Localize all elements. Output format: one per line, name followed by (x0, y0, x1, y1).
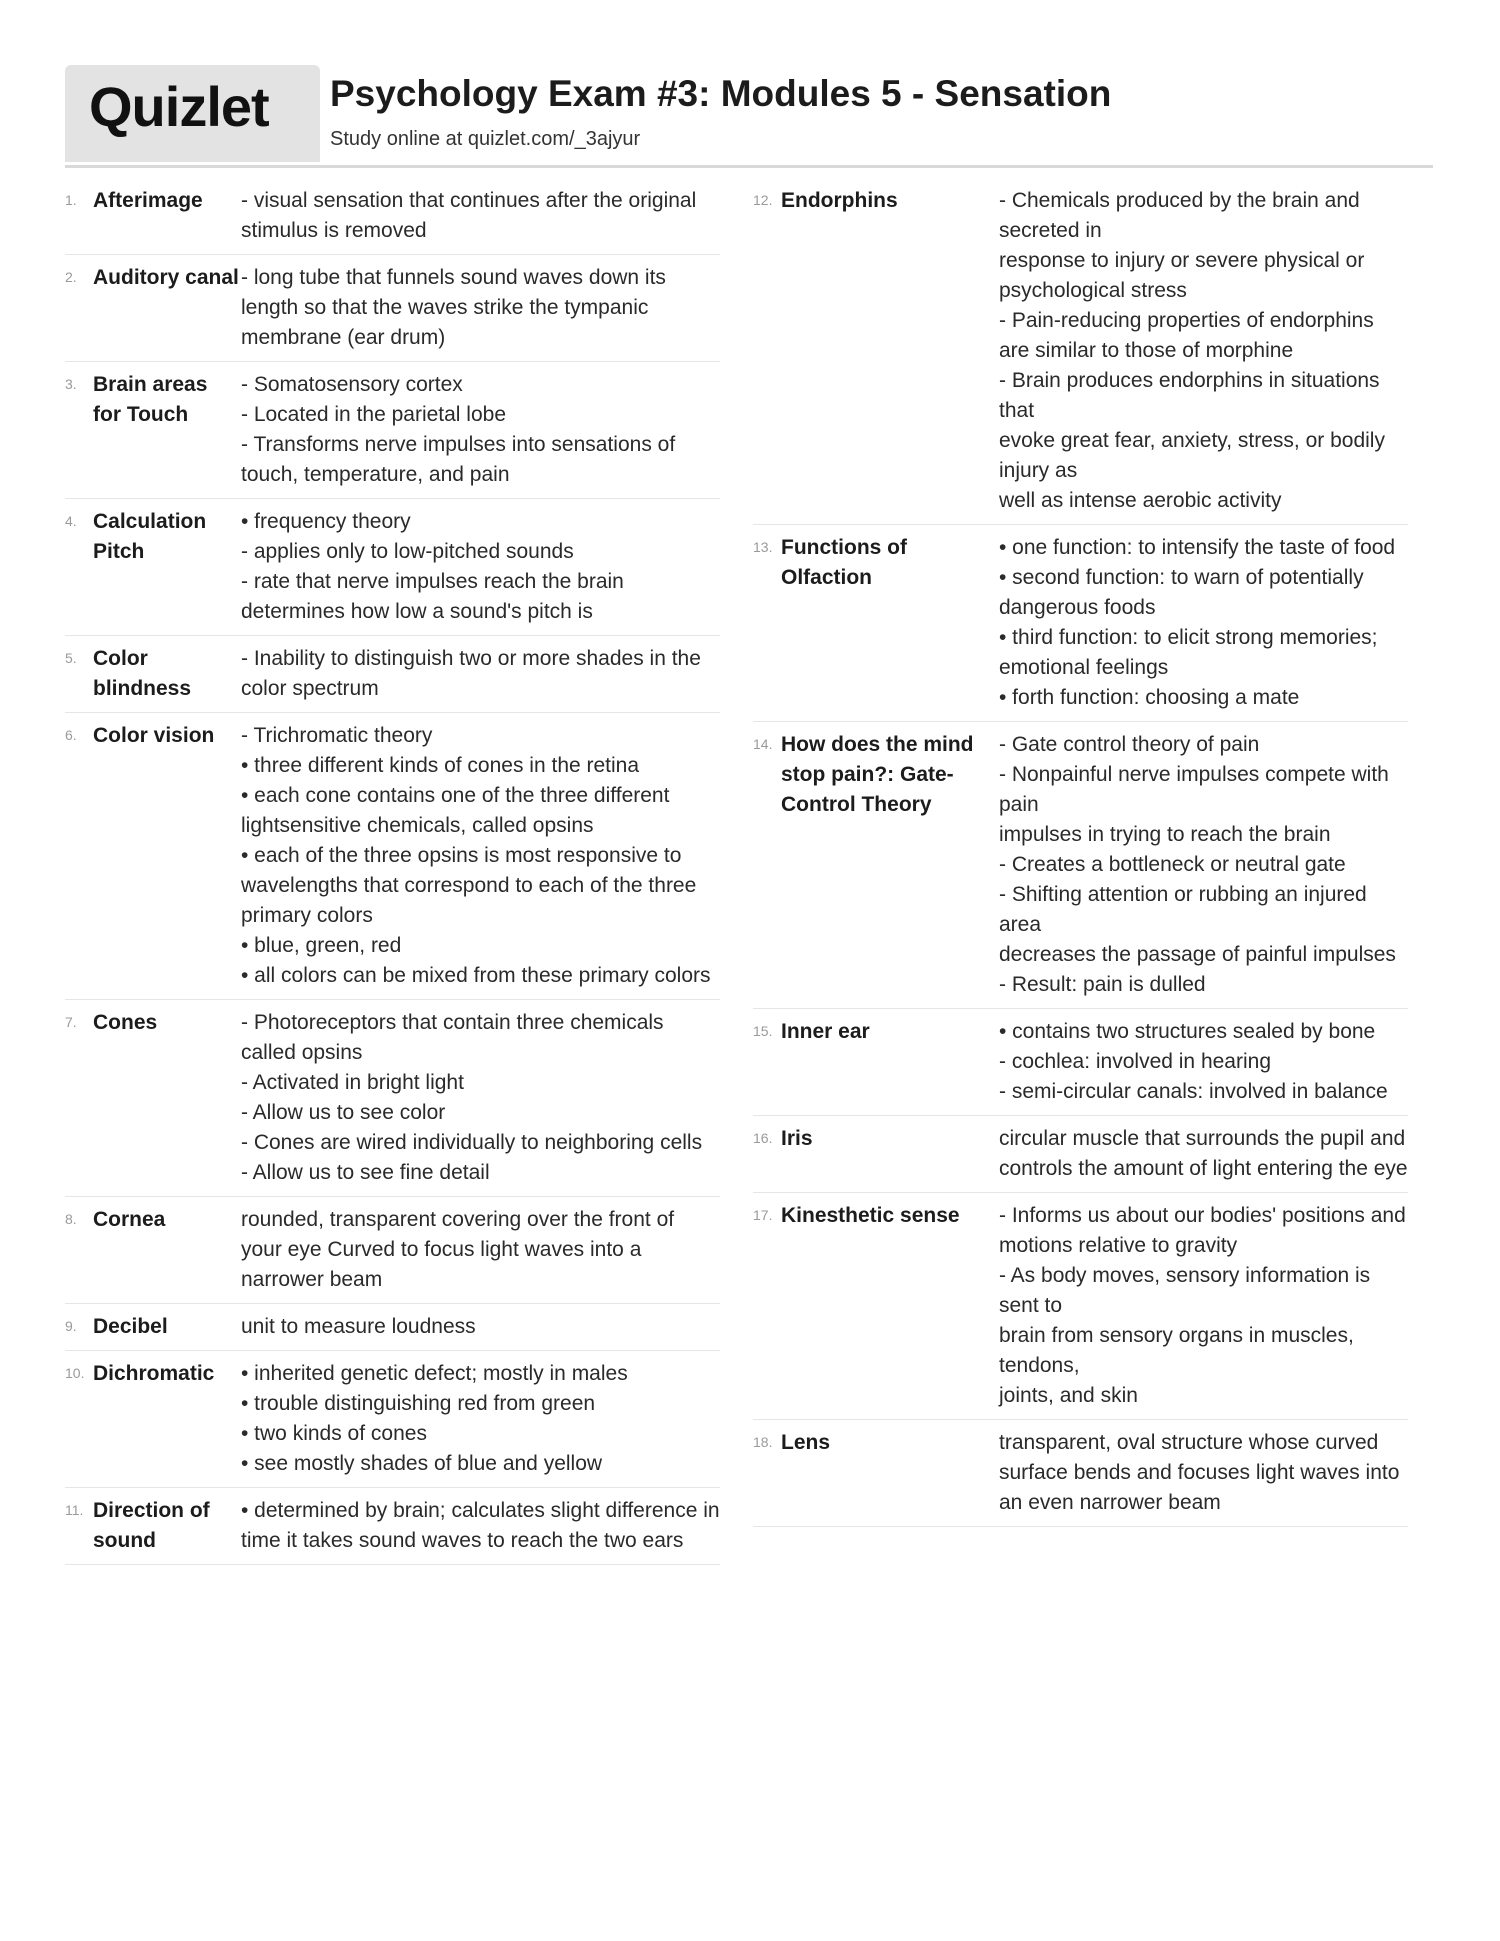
flashcard-row (753, 178, 1408, 525)
card-number: 2. (65, 269, 77, 285)
flashcard-row (65, 1197, 720, 1304)
card-term: Color vision (93, 724, 215, 747)
card-definition: circular muscle that surrounds the pupil and controls the amount of light entering the eye (999, 1127, 1408, 1180)
page-title: Psychology Exam #3: Modules 5 - Sensation (330, 73, 1112, 114)
flashcard-row (65, 1488, 720, 1565)
card-number: 12. (753, 192, 773, 208)
card-definition: • determined by brain; calculates slight difference in time it takes sound waves to reach the two ears (241, 1499, 720, 1552)
card-number: 8. (65, 1211, 77, 1227)
card-number: 15. (753, 1023, 773, 1039)
card-definition: - Gate control theory of pain - Nonpainful nerve impulses compete with pain impulses in trying to reach the brain - Creates a bottleneck or neutral gate - Shifting attention or rubbing an injured area decreases the passage of painful impulses - Result: pain is dulled (999, 733, 1396, 996)
card-number: 3. (65, 376, 77, 392)
card-number: 18. (753, 1434, 773, 1450)
flashcard-row (65, 1000, 720, 1197)
flashcard-row (753, 722, 1408, 1009)
flashcard-row (65, 178, 720, 255)
card-term: Direction of sound (93, 1499, 210, 1552)
card-term: Dichromatic (93, 1362, 215, 1385)
card-term: Decibel (93, 1315, 168, 1338)
card-definition: rounded, transparent covering over the front of your eye Curved to focus light waves into a narrower beam (241, 1208, 675, 1291)
card-number: 9. (65, 1318, 77, 1334)
card-term: Color blindness (93, 647, 192, 700)
card-term: Kinesthetic sense (781, 1204, 960, 1227)
page-subtitle: Study online at quizlet.com/_3ajyur (330, 128, 641, 150)
flashcard-row (65, 636, 720, 713)
card-term: How does the mind stop pain?: Gate-Control Theory (781, 733, 974, 816)
flashcard-row (753, 1193, 1408, 1420)
flashcard-row (65, 255, 720, 362)
card-term: Calculation Pitch (93, 510, 207, 563)
card-term: Brain areas for Touch (93, 373, 208, 426)
card-number: 1. (65, 192, 77, 208)
card-number: 10. (65, 1365, 85, 1381)
left-column (65, 178, 720, 1565)
card-number: 11. (65, 1502, 84, 1518)
card-definition: • one function: to intensify the taste of food • second function: to warn of potentially dangerous foods • third function: to elicit strong memories; emotional feelings • forth function: choosing a mate (999, 536, 1396, 709)
card-definition: - Inability to distinguish two or more shades in the color spectrum (241, 647, 701, 700)
card-definition: - long tube that funnels sound waves down its length so that the waves strike the tympanic membrane (ear drum) (241, 266, 666, 349)
flashcard-row (65, 1304, 720, 1351)
card-term: Afterimage (93, 189, 203, 212)
card-definition: - Trichromatic theory • three different kinds of cones in the retina • each cone contains one of the three different lightsensitive chemicals, called opsins • each of the three opsins is most responsive to wavelengths that correspond to each of the three primary colors • blue, green, red • all colors can be mixed from these primary colors (241, 724, 711, 987)
card-term: Cones (93, 1011, 158, 1034)
card-definition: - Somatosensory cortex - Located in the parietal lobe - Transforms nerve impulses into sensations of touch, temperature, and pain (241, 373, 676, 486)
card-term: Lens (781, 1431, 831, 1454)
flashcard-row (753, 1420, 1408, 1527)
card-definition: • inherited genetic defect; mostly in males • trouble distinguishing red from green • two kinds of cones • see mostly shades of blue and yellow (241, 1362, 628, 1475)
card-number: 6. (65, 727, 77, 743)
card-definition: • frequency theory - applies only to low-pitched sounds - rate that nerve impulses reach the brain determines how low a sound's pitch is (241, 510, 624, 623)
card-number: 4. (65, 513, 77, 529)
card-term: Inner ear (781, 1020, 870, 1043)
card-term: Functions of Olfaction (781, 536, 907, 589)
flashcard-row (65, 1351, 720, 1488)
card-definition: - Informs us about our bodies' positions and motions relative to gravity - As body moves, sensory information is sent to brain from sensory organs in muscles, tendons, joints, and skin (999, 1204, 1406, 1407)
right-column (753, 178, 1408, 1527)
flashcard-row (65, 499, 720, 636)
card-term: Auditory canal (93, 266, 239, 289)
card-definition: - Chemicals produced by the brain and secreted in response to injury or severe physical or psychological stress - Pain-reducing properties of endorphins are similar to those of morphine - Brain produces endorphins in situations that evoke great fear, anxiety, stress, or bodily injury as well as intense aerobic activity (999, 189, 1385, 512)
flashcard-row (753, 1116, 1408, 1193)
card-term: Iris (781, 1127, 813, 1150)
card-definition: - Photoreceptors that contain three chemicals called opsins - Activated in bright light - Allow us to see color - Cones are wired individually to neighboring cells - Allow us to see fine detail (241, 1011, 703, 1184)
card-term: Endorphins (781, 189, 898, 212)
card-definition: transparent, oval structure whose curved surface bends and focuses light waves into an even narrower beam (999, 1431, 1400, 1514)
card-definition: - visual sensation that continues after the original stimulus is removed (241, 189, 697, 242)
card-number: 13. (753, 539, 773, 555)
flashcard-row (753, 1009, 1408, 1116)
logo-text: Quizlet (89, 75, 269, 138)
flashcard-row (753, 525, 1408, 722)
card-number: 14. (753, 736, 773, 752)
card-number: 17. (753, 1207, 773, 1223)
card-definition: • contains two structures sealed by bone - cochlea: involved in hearing - semi-circular canals: involved in balance (999, 1020, 1388, 1103)
card-number: 5. (65, 650, 77, 666)
card-definition: unit to measure loudness (241, 1315, 476, 1338)
card-number: 7. (65, 1014, 77, 1030)
quizlet-logo (65, 65, 320, 162)
page-header (65, 65, 1433, 168)
flashcard-row (65, 362, 720, 499)
card-term: Cornea (93, 1208, 166, 1231)
flashcard-row (65, 713, 720, 1000)
card-number: 16. (753, 1130, 773, 1146)
